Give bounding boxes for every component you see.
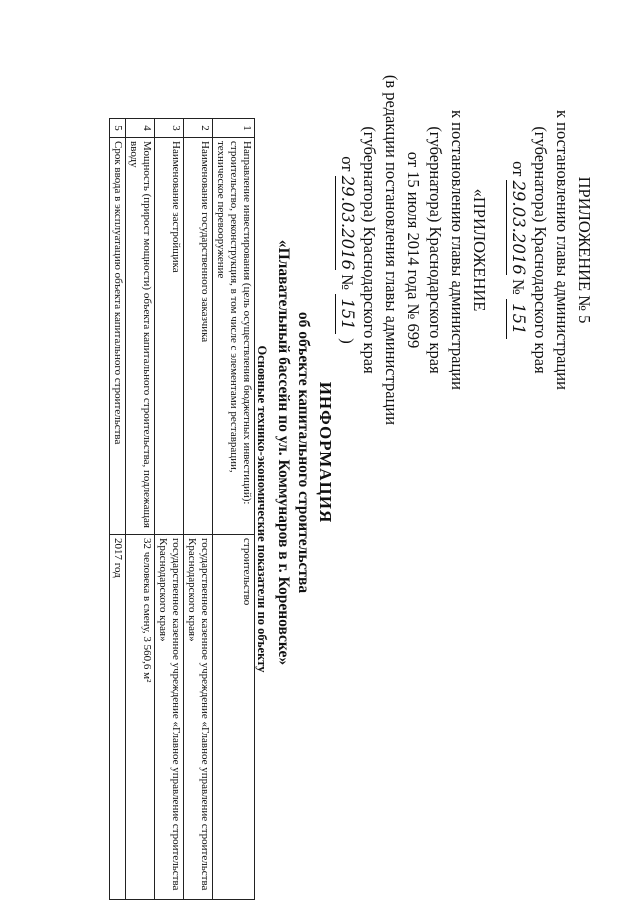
- number-label: №: [338, 274, 357, 290]
- row-parameter: Срок ввода в эксплуатацию объекта капитального строительства: [110, 138, 126, 535]
- table-row: [110, 119, 126, 900]
- indicators-table: [109, 118, 255, 900]
- table-row: [155, 119, 184, 900]
- document-heading: [273, 0, 335, 905]
- annex-original-title: «ПРИЛОЖЕНИЕ: [470, 188, 489, 312]
- handwritten-number: 151: [335, 294, 358, 334]
- annex-original: [335, 60, 490, 440]
- from-label: от: [338, 156, 357, 172]
- row-value: 2017 год: [110, 535, 126, 900]
- row-parameter: Наименование застройщика: [155, 138, 184, 535]
- handwritten-date: 29.03.2016: [506, 180, 529, 274]
- row-value: строительство: [213, 535, 255, 900]
- annex-original-line: (губернатора) Краснодарского края: [426, 126, 445, 374]
- row-value: 32 человека в смену, 3 560,6 м²: [126, 535, 155, 900]
- row-value: государственное казенное учреждение «Главное управление строительства Краснодарского края»: [184, 535, 213, 900]
- row-parameter: Наименование государственного заказчика: [184, 138, 213, 535]
- row-parameter: Мощность (прирост мощности) объекта капитального строительства, подлежащая вводу: [126, 138, 155, 535]
- number-label: №: [509, 279, 528, 295]
- annex-original-line: к постановлению главы администрации: [448, 110, 467, 390]
- handwritten-number: 151: [506, 299, 529, 339]
- annex-date-line: [506, 70, 529, 430]
- closing-paren: ): [338, 338, 357, 344]
- row-number: 1: [213, 119, 255, 138]
- table-row: [213, 119, 255, 900]
- annex-original-date-line: [335, 60, 358, 440]
- from-label: от: [509, 161, 528, 177]
- table-row: [184, 119, 213, 900]
- row-number: 4: [126, 119, 155, 138]
- handwritten-date: 29.03.2016: [335, 176, 358, 270]
- row-number: 5: [110, 119, 126, 138]
- heading-object-name: «Плавательный бассейн по ул. Коммунаров в г. Кореновске»: [275, 239, 292, 666]
- row-number: 3: [155, 119, 184, 138]
- row-value: государственное казенное учреждение «Главное управление строительства Краснодарского края»: [155, 535, 184, 900]
- table-row: [126, 119, 155, 900]
- heading-line: об объекте капитального строительства: [295, 311, 312, 594]
- row-number: 2: [184, 119, 213, 138]
- heading-title: ИНФОРМАЦИЯ: [316, 381, 335, 524]
- annex-line: (губернатора) Краснодарского края: [531, 126, 550, 374]
- annex-current: [506, 70, 595, 430]
- section-heading: Основные технико-экономические показатели по объекту: [255, 345, 269, 673]
- annex-original-line: от 15 июля 2014 года № 699: [404, 151, 423, 349]
- annex-original-line: (губернатора) Краснодарского края: [360, 126, 379, 374]
- row-parameter: Направление инвестирования (цель осуществления бюджетных инвестиций): строительство, реконструкция, в том числе с элементами реставрации, техническое перевооружение: [213, 138, 255, 535]
- annex-title: ПРИЛОЖЕНИЕ № 5: [575, 176, 594, 324]
- annex-original-line: (в редакции постановления главы администрации: [382, 74, 401, 426]
- annex-line: к постановлению главы администрации: [553, 110, 572, 390]
